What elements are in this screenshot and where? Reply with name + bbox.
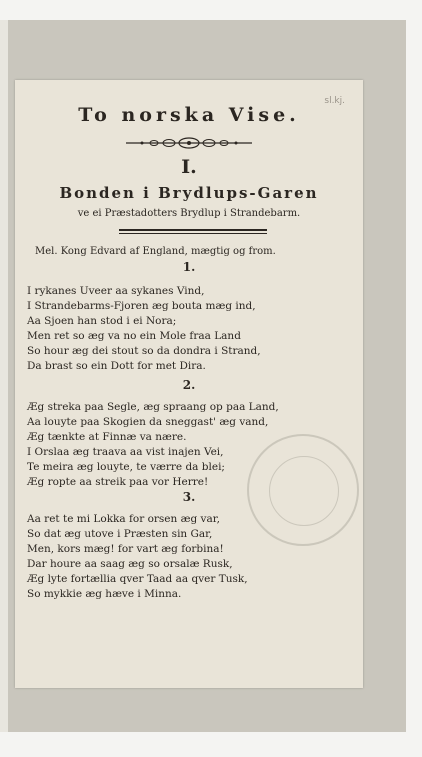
page-title: To norska Vise. [78,104,300,126]
pencil-note: sl.kj. [324,96,345,106]
stanza-number: 1. [182,260,196,274]
verse-line: Æg streka paa Segle, æg spraang op paa Land, [27,401,279,413]
stanza-number: 3. [182,490,196,504]
verse-line: Da brast so ein Dott for met Dira. [27,360,206,372]
stanza-number: 2. [182,378,196,392]
verse-line: I rykanes Uveer aa sykanes Vind, [27,285,205,297]
ornament-divider [15,136,363,152]
library-stamp [247,434,359,546]
verse-line: I Orslaa æg traava aa vist inajen Vei, [27,446,224,458]
verse-line: Æg ropte aa streik paa vor Herre! [27,476,209,488]
verse-line: I Strandebarms-Fjoren æg bouta mæg ind, [27,300,256,312]
verse-line: So dat æg utove i Præsten sin Gar, [27,528,213,540]
verse-line: Aa louyte paa Skogien da sneggast' æg vand, [27,416,269,428]
verse-line: Men, kors mæg! for vart æg forbina! [27,543,224,555]
verse-line: Te meira æg louyte, te værre da blei; [27,461,225,473]
verse-line: Dar houre aa saag æg so orsalæ Rusk, [27,558,233,570]
section-numeral: I. [181,156,197,178]
verse-line: Æg lyte fortællia qver Taad aa qver Tusk, [27,573,248,585]
double-rule-top [119,229,267,231]
verse-line: So hour æg dei stout so da dondra i Strand, [27,345,261,357]
verse-line: Æg tænkte at Finnæ va nære. [27,431,187,443]
double-rule-bottom [119,233,267,234]
poem-title: Bonden i Brydlups-Garen [59,184,319,202]
poem-byline: ve ei Præstadotters Brydlup i Strandebarm. [77,208,301,219]
melody-line: Mel. Kong Edvard af England, mægtig og from. [35,246,276,257]
verse-line: Aa Sjoen han stod i ei Nora; [27,315,177,327]
stamp-inner-ring [269,456,339,526]
stanza-1 [27,284,355,374]
verse-line: Aa ret te mi Lokka for orsen æg var, [27,513,220,525]
left-edge-strip [0,20,8,732]
document-page [15,80,363,688]
verse-line: So mykkie æg hæve i Minna. [27,588,182,600]
verse-line: Men ret so æg va no ein Mole fraa Land [27,330,241,342]
